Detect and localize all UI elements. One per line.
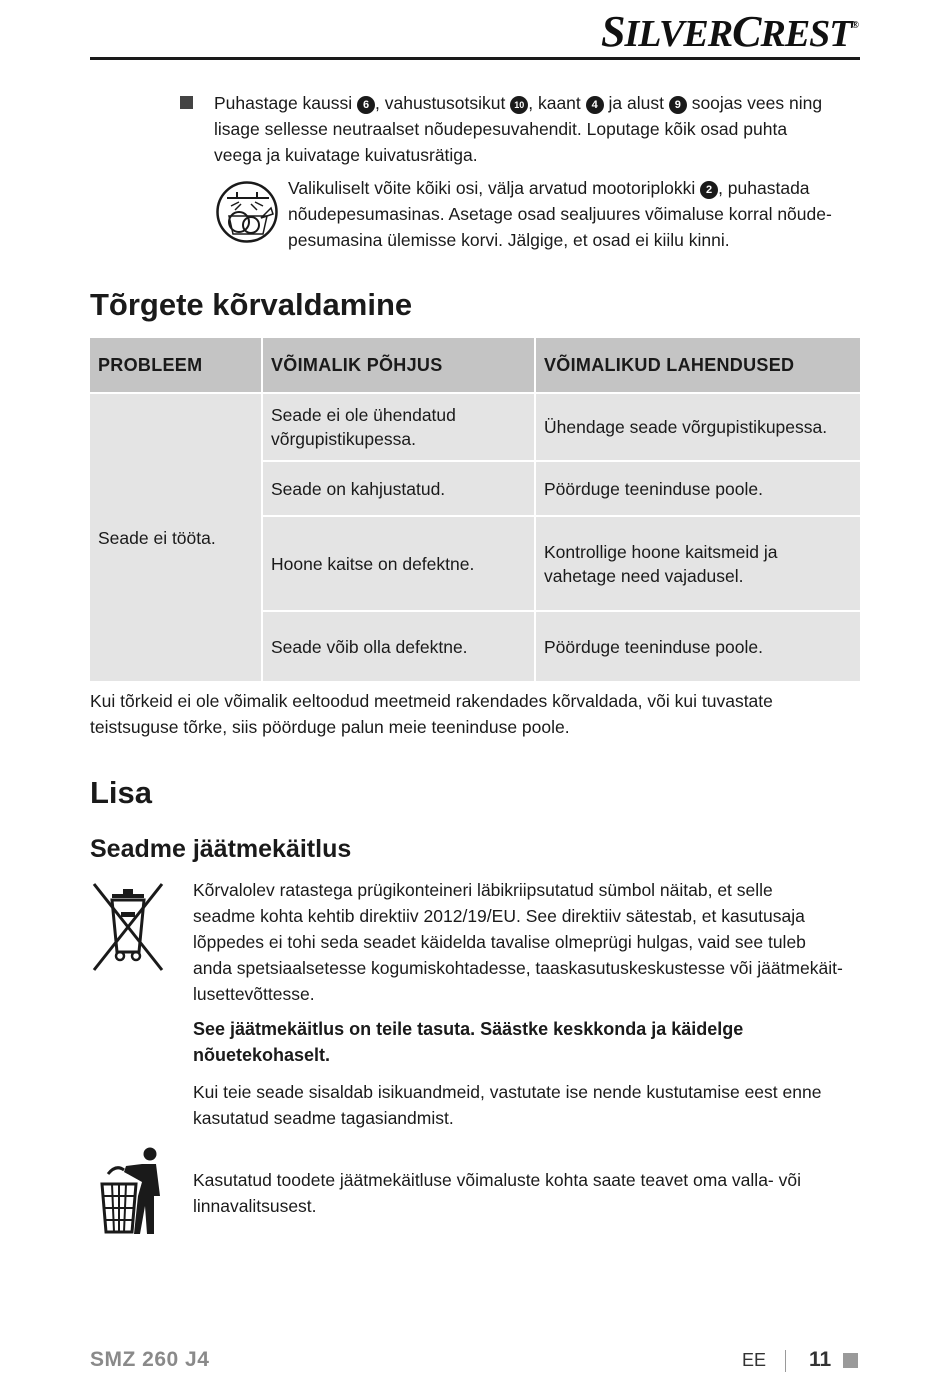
table-cell-cause: Seade ei ole ühendatud võrgupistikupessa. [263,394,534,460]
table-cell-solution: Kontrollige hoone kaitsmeid ja vahetage need vajadusel. [536,517,860,610]
personal-data-note: Kui teie seade sisaldab isikuandmeid, vastutate ise nende kustutamise eest enne kasutatud seadme tagasiandmist. [193,1082,822,1128]
part-number-badge: 6 [357,96,375,114]
table-cell-solution: Pöörduge teeninduse poole. [536,612,860,681]
crossed-bin-icon [90,880,166,976]
troubleshooting-title: Tõrgete kõrvaldamine [90,287,413,322]
table-cell-cause: Seade on kahjustatud. [263,462,534,515]
disposal-bold-note: See jäätmekäitlus on teile tasuta. Säästke keskkonda ja käidelge nõuetekohaselt. [193,1019,744,1065]
table-header-problem: PROBLEEM [90,338,261,392]
disposal-paragraph: Kõrvalolev ratastega prügikonteineri läbikriipsutatud sümbol näitab, et selle seadme kohta kehtib direktiiv 2012/19/EU. See direktiiv sätestab, et kasutusaja lõppedes ei tohi seda seadet käidelda tavalise olmeprügi hulgas, vaid see tuleb anda spetsiaalsetesse kogumiskohtadesse, taaskasutuskeskustesse või jäätmekäit- lusettevõttesse. [193,880,843,1004]
part-number-badge: 10 [510,96,528,114]
table-header-solution: VÕIMALIKUD LAHENDUSED [536,338,860,392]
table-cell-solution: Ühendage seade võrgupistikupessa. [536,394,860,460]
dishwasher-note: Valikuliselt võite kõiki osi, välja arvatud mootoriplokki 2 , puhastada nõudepesumasinas. Asetage osad sealjuures võimaluse korral nõude- pesumasina ülemisse korvi. Jälgige, et osad ei kiilu kinni. [288,178,832,250]
footer-model: SMZ 260 J4 [90,1348,210,1371]
appendix-title: Lisa [90,775,153,810]
person-disposal-icon [98,1146,172,1238]
bullet-square-icon [180,96,193,109]
municipality-note: Kasutatud toodete jäätmekäitluse võimaluste kohta saate teavet oma valla- või linnavalitsusest. [193,1170,801,1216]
troubleshooting-footnote: Kui tõrkeid ei ole võimalik eeltoodud meetmeid rakendades kõrvaldada, või kui tuvastate teistsuguse tõrke, siis pöörduge palun meie teeninduse poole. [90,691,773,737]
troubleshooting-table [90,338,860,681]
footer-page-number: 11 [809,1348,832,1371]
brand-logo: SILVERCREST® [600,7,858,56]
footer-language: EE [742,1350,767,1370]
part-number-badge: 2 [700,181,718,199]
dishwasher-icon [215,180,279,244]
table-header-cause: VÕIMALIK PÕHJUS [263,338,534,392]
disposal-title: Seadme jäätmekäitlus [90,835,352,863]
part-number-badge: 9 [669,96,687,114]
footer-square-icon [843,1353,858,1368]
problem-cell: Seade ei tööta. [90,394,261,681]
footer-separator [785,1350,786,1372]
table-cell-solution: Pöörduge teeninduse poole. [536,462,860,515]
table-cell-cause: Seade võib olla defektne. [263,612,534,681]
cleaning-paragraph: Puhastage kaussi 6 , vahustusotsikut 10 , kaant 4 ja alust 9 soojas vees ning lisage sellesse neutraalset nõudepesuvahendit. Loputage kõik osad puhta veega ja kuivatage kuivatusrätiga. [214,93,823,165]
part-number-badge: 4 [586,96,604,114]
header-rule [90,57,860,60]
table-cell-cause: Hoone kaitse on defektne. [263,517,534,610]
